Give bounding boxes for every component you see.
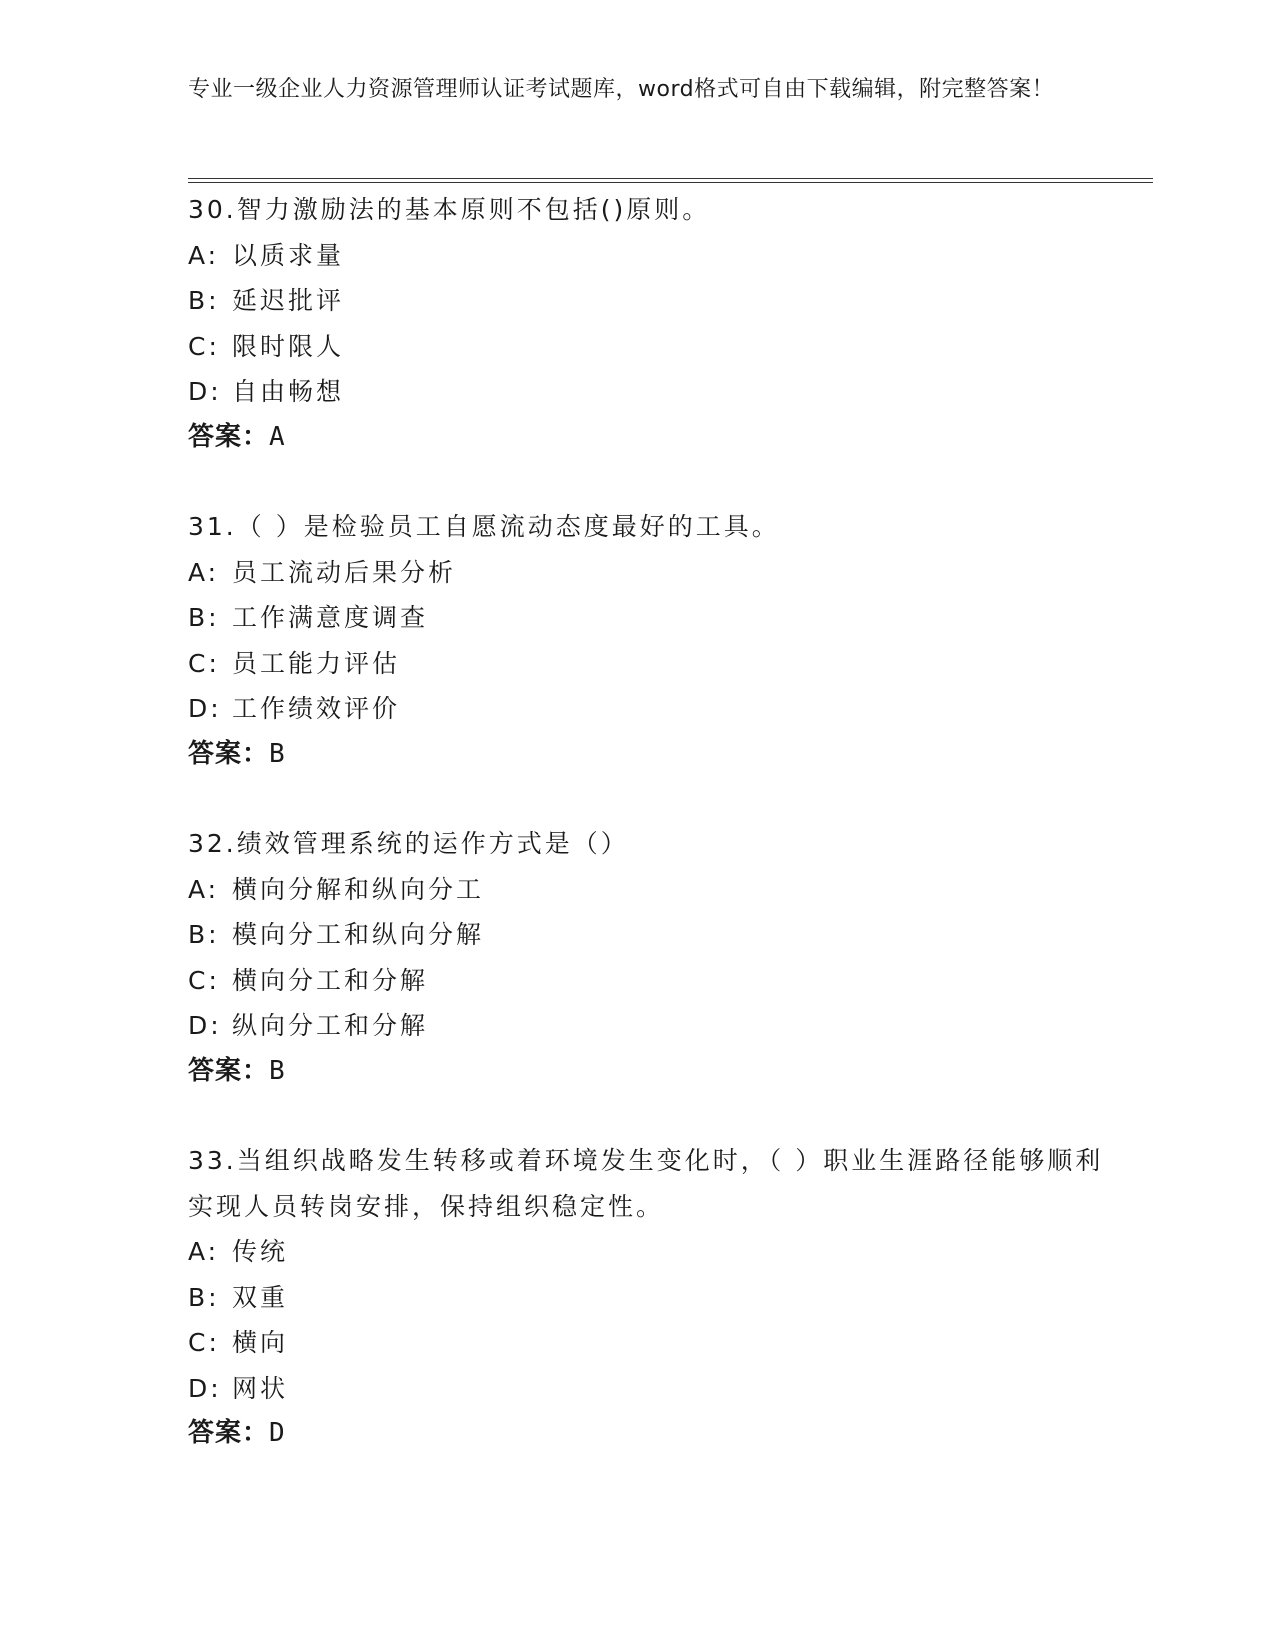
option-c bbox=[188, 1320, 1108, 1366]
option-b bbox=[188, 912, 1108, 958]
question-32 bbox=[188, 821, 1108, 1094]
answer-label: 答案： bbox=[188, 1418, 270, 1448]
option-d bbox=[188, 686, 1108, 732]
option-b bbox=[188, 278, 1108, 324]
option-text: 纵向分工和分解 bbox=[232, 1011, 429, 1040]
option-text: 自由畅想 bbox=[232, 377, 345, 406]
question-stem: 33.当组织战略发生转移或着环境发生变化时，（ ）职业生涯路径能够顺利实现人员转岗安排，保持组织稳定性。 bbox=[188, 1146, 1104, 1221]
option-text: 双重 bbox=[232, 1282, 289, 1312]
question-33 bbox=[188, 1138, 1108, 1457]
question-31 bbox=[188, 504, 1108, 777]
answer-label: 答案： bbox=[188, 1055, 270, 1086]
question-stem: 31.（ ）是检验员工自愿流动态度最好的工具。 bbox=[188, 512, 780, 541]
option-c bbox=[188, 958, 1108, 1004]
option-key: D: bbox=[188, 694, 222, 723]
option-text: 员工能力评估 bbox=[232, 648, 401, 678]
option-text: 传统 bbox=[232, 1237, 289, 1266]
option-text: 以质求量 bbox=[232, 240, 345, 270]
option-d bbox=[188, 369, 1108, 415]
question-list bbox=[188, 187, 1108, 1501]
option-key: B: bbox=[188, 286, 220, 315]
option-text: 横向 bbox=[232, 1328, 289, 1357]
option-key: A: bbox=[188, 557, 220, 587]
option-c bbox=[188, 324, 1108, 370]
option-text: 工作绩效评价 bbox=[232, 694, 401, 723]
option-key: B: bbox=[188, 603, 220, 632]
option-key: D: bbox=[188, 377, 222, 406]
option-text: 延迟批评 bbox=[232, 286, 345, 315]
question-stem: 30.智力激励法的基本原则不包括()原则。 bbox=[188, 195, 711, 224]
option-text: 网状 bbox=[232, 1373, 289, 1403]
question-stem: 32.绩效管理系统的运作方式是（） bbox=[188, 829, 629, 858]
option-key: C: bbox=[188, 1328, 220, 1357]
answer-line bbox=[188, 415, 1108, 461]
option-key: D: bbox=[188, 1373, 222, 1403]
option-text: 模向分工和纵向分解 bbox=[232, 920, 485, 949]
option-c bbox=[188, 641, 1108, 687]
page-header: 专业一级企业人力资源管理师认证考试题库，word格式可自由下载编辑，附完整答案！ bbox=[188, 77, 1055, 102]
option-key: B: bbox=[188, 1282, 220, 1312]
option-text: 工作满意度调查 bbox=[232, 603, 429, 632]
option-a bbox=[188, 233, 1108, 279]
answer-value: D bbox=[269, 1418, 286, 1448]
answer-value: B bbox=[269, 738, 286, 769]
option-text: 员工流动后果分析 bbox=[232, 557, 457, 587]
question-30 bbox=[188, 187, 1108, 460]
option-key: C: bbox=[188, 648, 220, 678]
option-key: A: bbox=[188, 874, 220, 904]
option-text: 横向分解和纵向分工 bbox=[232, 874, 485, 904]
option-text: 横向分工和分解 bbox=[232, 965, 429, 995]
answer-label: 答案： bbox=[188, 421, 270, 452]
answer-value: A bbox=[269, 421, 286, 452]
option-key: C: bbox=[188, 965, 220, 995]
option-a bbox=[188, 1229, 1108, 1275]
option-a bbox=[188, 867, 1108, 913]
header-divider bbox=[188, 178, 1153, 183]
option-a bbox=[188, 550, 1108, 596]
option-b bbox=[188, 595, 1108, 641]
answer-line bbox=[188, 1411, 1108, 1457]
option-key: C: bbox=[188, 331, 220, 361]
option-key: B: bbox=[188, 920, 220, 949]
option-d bbox=[188, 1003, 1108, 1049]
option-key: D: bbox=[188, 1011, 222, 1040]
option-d bbox=[188, 1366, 1108, 1412]
option-text: 限时限人 bbox=[232, 331, 345, 361]
option-key: A: bbox=[188, 240, 220, 270]
option-key: A: bbox=[188, 1237, 220, 1266]
answer-label: 答案： bbox=[188, 738, 270, 769]
answer-line bbox=[188, 1049, 1108, 1095]
option-b bbox=[188, 1275, 1108, 1321]
answer-line bbox=[188, 732, 1108, 778]
answer-value: B bbox=[269, 1055, 286, 1086]
